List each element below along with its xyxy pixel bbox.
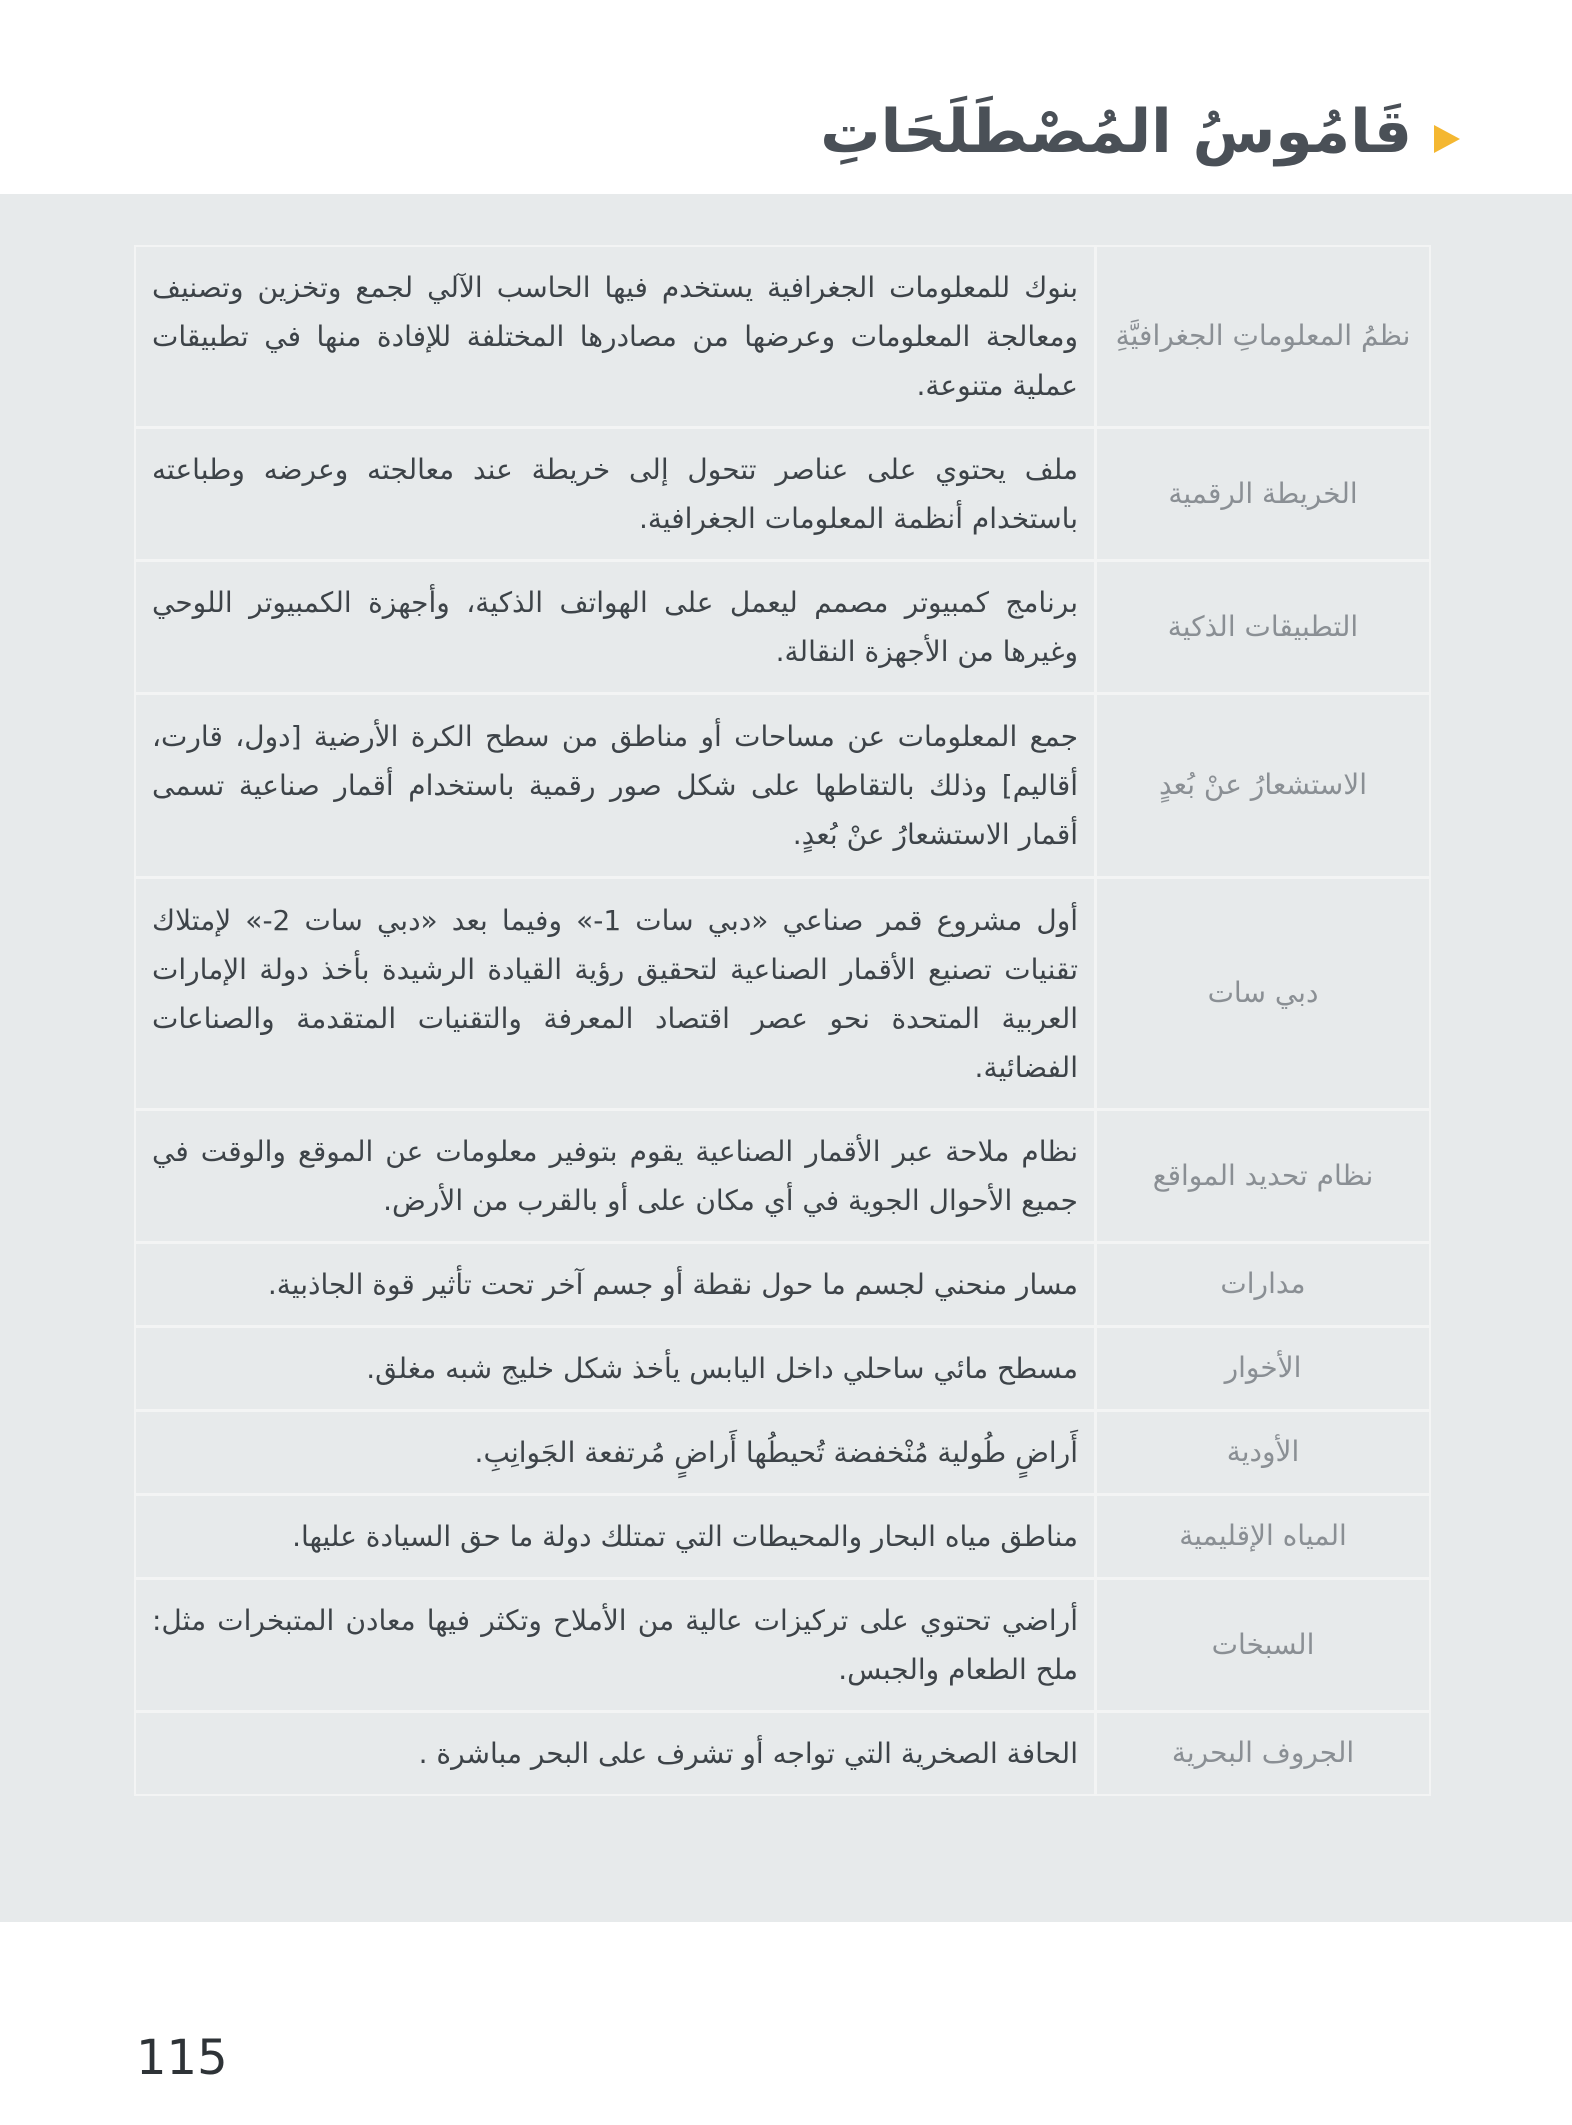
glossary-definition: مسطح مائي ساحلي داخل اليابس يأخذ شكل خليج شبه مغلق. [136, 1328, 1094, 1412]
glossary-term: الاستشعارُ عنْ بُعدٍ [1094, 695, 1429, 879]
glossary-definition: بنوك للمعلومات الجغرافية يستخدم فيها الحاسب الآلي لجمع وتخزين وتصنيف ومعالجة المعلومات وعرضها من مصادرها المختلفة للإفادة منها في تطبيقات عملية متنوعة. [136, 247, 1094, 429]
page-number: 115 [136, 2030, 228, 2086]
glossary-term: المياه الإقليمية [1094, 1496, 1429, 1580]
glossary-row [136, 247, 1429, 429]
glossary-term: السبخات [1094, 1580, 1429, 1713]
glossary-row [136, 695, 1429, 879]
glossary-row [136, 879, 1429, 1111]
glossary-term: الأودية [1094, 1412, 1429, 1496]
glossary-term: نظام تحديد المواقع [1094, 1111, 1429, 1244]
glossary-term: نظمُ المعلوماتِ الجغرافيَّةِ [1094, 247, 1429, 429]
glossary-row [136, 1111, 1429, 1244]
glossary-row [136, 1328, 1429, 1412]
glossary-row [136, 1244, 1429, 1328]
glossary-definition: الحافة الصخرية التي تواجه أو تشرف على البحر مباشرة . [418, 1737, 1078, 1770]
page-header [820, 96, 1460, 168]
glossary-definition: أَراضٍ طُولية مُنْخفضة تُحيطُها أَراضٍ مُرتفعة الجَوانِبِ. [136, 1412, 1094, 1496]
glossary-definition: أراضي تحتوي على تركيزات عالية من الأملاح وتكثر فيها معادن المتبخرات مثل: ملح الطعام والجبس. [136, 1580, 1094, 1713]
glossary-row [136, 429, 1429, 562]
glossary-definition: نظام ملاحة عبر الأقمار الصناعية يقوم بتوفير معلومات عن الموقع والوقت في جميع الأحوال الجوية في أي مكان على أو بالقرب من الأرض. [136, 1111, 1094, 1244]
glossary-definition: برنامج كمبيوتر مصمم ليعمل على الهواتف الذكية، وأجهزة الكمبيوتر اللوحي وغيرها من الأجهزة النقالة. [136, 562, 1094, 695]
page-title: قَامُوسُ المُصْطَلَحَاتِ [820, 97, 1412, 167]
glossary-row [136, 1713, 1429, 1794]
glossary-term: الخريطة الرقمية [1094, 429, 1429, 562]
glossary-definition: مسار منحني لجسم ما حول نقطة أو جسم آخر تحت تأثير قوة الجاذبية. [136, 1244, 1094, 1328]
glossary-term: التطبيقات الذكية [1094, 562, 1429, 695]
glossary-definition: مناطق مياه البحار والمحيطات التي تمتلك دولة ما حق السيادة عليها. [136, 1496, 1094, 1580]
triangle-marker-icon [1434, 125, 1460, 153]
glossary-term: الجروف البحرية [1094, 1713, 1429, 1794]
glossary-table [134, 245, 1431, 1796]
glossary-row [136, 1580, 1429, 1713]
glossary-definition: جمع المعلومات عن مساحات أو مناطق من سطح الكرة الأرضية [دول، قارت، أقاليم] وذلك بالتقاطها على شكل صور رقمية باستخدام أقمار صناعية تسمى أقمار الاستشعارُ عنْ بُعدٍ. [136, 695, 1094, 879]
glossary-term: مدارات [1094, 1244, 1429, 1328]
glossary-definition: أول مشروع قمر صناعي «دبي سات 1-» وفيما بعد «دبي سات 2-» لإمتلاك تقنيات تصنيع الأقمار الصناعية لتحقيق رؤية القيادة الرشيدة بأخذ دولة الإمارات العربية المتحدة نحو عصر اقتصاد المعرفة والتقنيات المتقدمة والصناعات الفضائية. [136, 879, 1094, 1111]
glossary-definition: ملف يحتوي على عناصر تتحول إلى خريطة عند معالجته وعرضه وطباعته باستخدام أنظمة المعلومات الجغرافية. [136, 429, 1094, 562]
glossary-row [136, 1412, 1429, 1496]
glossary-row [136, 1496, 1429, 1580]
glossary-term: الأخوار [1094, 1328, 1429, 1412]
glossary-term: دبي سات [1094, 879, 1429, 1111]
glossary-row [136, 562, 1429, 695]
